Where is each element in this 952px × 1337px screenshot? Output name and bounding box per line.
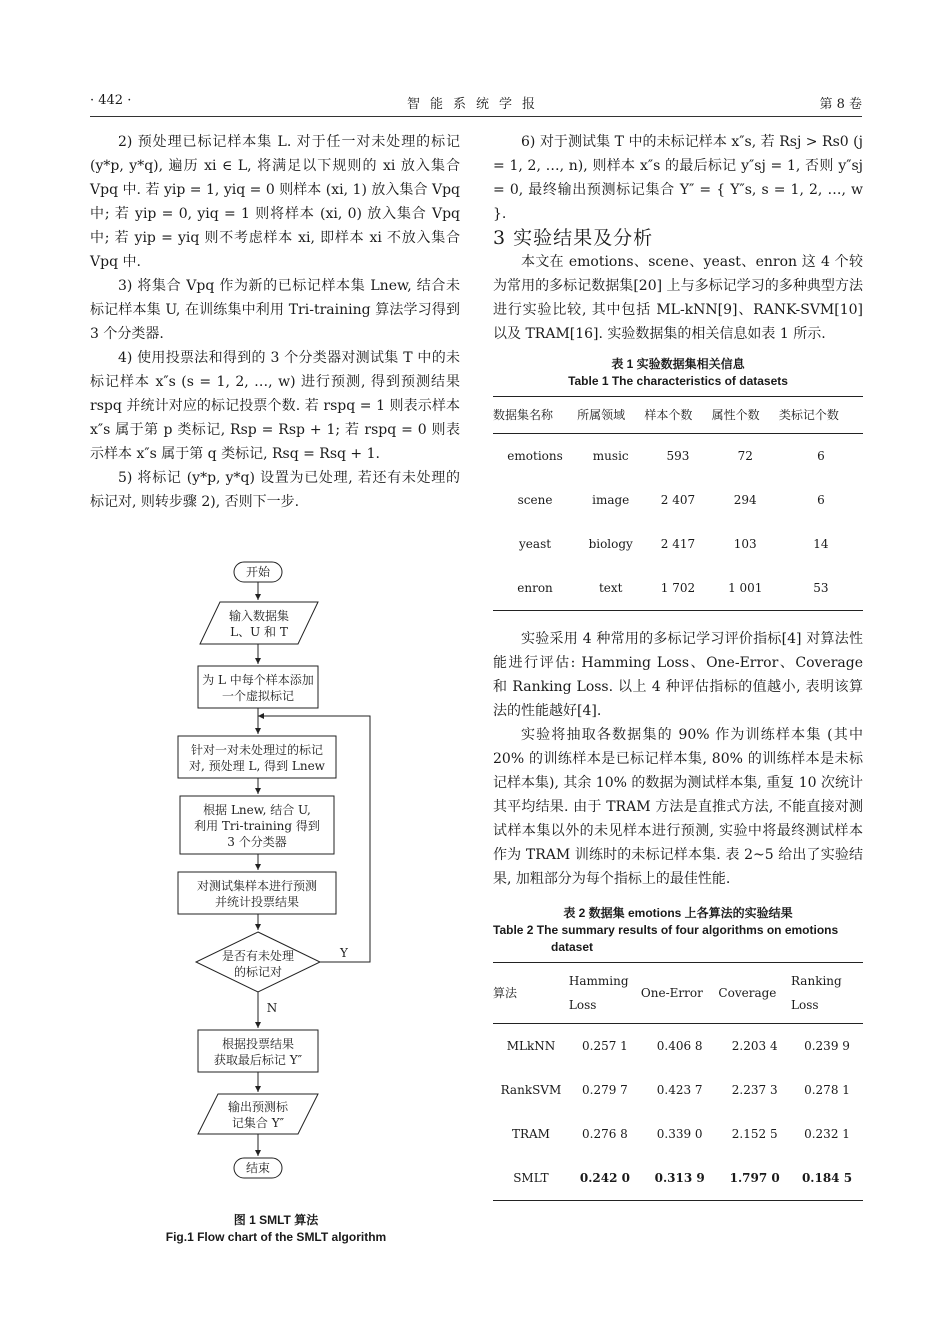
page-number: · 442 · [90,93,132,108]
input-label-2: L、U 和 T [230,625,288,639]
table-cell: 2.152 5 [731,1127,778,1141]
journal-name: 智能系统学报 [406,97,545,112]
decision-label-1: 是否有未处理 [221,949,295,963]
left-column [90,130,460,514]
paragraph-step4: 4) 使用投票法和得到的 3 个分类器对测试集 T 中的未标记样本 x″s (s = 1, 2, …, w) 进行预测, 得到预测结果 rspq 并统计对应的标记投票个数. 若 rspq = 1 则表示样本 x″s 属于第 p 类标记, Rsp = Rsp + 1; 若 rspq = 0 则表示样本 x″s 属于第 q 类标记, Rsq = Rsq + 1. [90,350,460,462]
table1-caption-en: Table 1 The characteristics of datasets [568,374,788,388]
figure-caption-cn: 图 1 SMLT 算法 [233,1213,319,1227]
output-label-1: 输出预测标 [227,1100,289,1114]
table1-header: 类标记个数 [779,397,863,434]
table-cell: TRAM [511,1127,550,1141]
right-column [493,130,863,1201]
header-rule [90,116,862,117]
table2-header: One-Error [641,963,719,1024]
table-cell: text [598,581,623,595]
table-row [493,1024,863,1069]
decision-label-2: 的标记对 [233,965,283,979]
table-row [493,478,863,522]
table-cell: 0.276 8 [582,1127,628,1141]
table-cell: music [592,449,629,463]
table2-header: Ranking Loss [791,963,863,1024]
table-cell-best: 0.184 5 [801,1171,853,1185]
step2-label-1: 针对一对未处理过的标记 [190,743,324,757]
paragraph-step3: 3) 将集合 Vpq 作为新的已标记样本集 Lnew, 结合未标记样本集 U, 在训练集中利用 Tri-training 算法学习得到 3 个分类器. [90,278,460,342]
table-cell: yeast [519,537,552,551]
table-cell: 593 [666,449,690,463]
table2-caption-cn: 表 2 数据集 emotions 上各算法的实验结果 [563,906,793,920]
table-cell: 0.279 7 [582,1083,628,1097]
table-cell: MLkNN [506,1039,556,1053]
table1-header: 样本个数 [644,397,711,434]
step4-label-1: 对测试集样本进行预测 [196,879,318,893]
flowchart [160,558,380,1198]
table1-header: 属性个数 [712,397,779,434]
table-cell: 294 [733,493,757,507]
table-cell: 0.239 9 [804,1039,850,1053]
step3-label-3: 3 个分类器 [227,835,287,849]
paragraph-setup: 实验将抽取各数据集的 90% 作为训练样本集 (其中 20% 的训练样本是已标记样本集, 80% 的训练样本是未标记样本集), 其余 10% 的数据为测试样本集, 重复 10 次统计其平均结果. 由于 TRAM 方法是直推式方法, 不能直接对测试样本集以外的未见样本进行预测, 实验中将最终测试样本作为 TRAM 训练时的未标记样本集. 表 2~5 给出了实验结果, 加粗部分为每个指标上的最佳性能. [493,727,863,887]
step5-label-2: 获取最后标记 Y″ [213,1053,303,1067]
table-cell: biology [588,537,633,551]
volume-label: 第 8 卷 [819,97,862,112]
table-cell: 53 [813,581,829,595]
table1-header: 所属领域 [577,397,644,434]
step5-label-1: 根据投票结果 [221,1037,295,1051]
table-cell: 2.237 3 [731,1083,778,1097]
running-header [90,93,862,113]
table-cell: 2 407 [660,493,696,507]
step3-label-2: 利用 Tri-training 得到 [194,819,320,833]
table-row [493,1068,863,1112]
table-cell: 6 [817,449,825,463]
step1-label-1: 为 L 中每个样本添加 [202,673,314,687]
table-cell: 6 [817,493,825,507]
table-cell: enron [517,581,553,595]
table1-caption-cn: 表 1 实验数据集相关信息 [611,357,745,371]
paragraph-metrics: 实验采用 4 种常用的多标记学习评价指标[4] 对算法性能进行评估: Hamming Loss、One-Error、Coverage 和 Ranking Loss. 以上 4 种评估指标的值越小, 表明该算法的性能越好[4]. [493,631,863,719]
table-cell: 14 [813,537,829,551]
table1-header: 数据集名称 [493,397,577,434]
yes-label: Y [340,946,348,960]
table-cell: 0.406 8 [656,1039,703,1053]
table-cell: 1 702 [660,581,696,595]
table-cell: RankSVM [500,1083,562,1097]
table2-header: Hamming Loss [569,963,641,1024]
table-cell: image [592,493,630,507]
table2-caption-en: Table 2 The summary results of four algorithms on emotions dataset [493,923,839,954]
table-cell: emotions [507,449,563,463]
table1-header-row [493,397,863,434]
table-cell: 2.203 4 [731,1039,778,1053]
table-row [493,434,863,479]
paragraph-datasets: 本文在 emotions、scene、yeast、enron 这 4 个较为常用的多标记数据集[20] 上与多标记学习的多种典型方法进行实验比较, 其中包括 ML-kNN[9]、RANK-SVM[10] 以及 TRAM[16]. 实验数据集的相关信息如表 1 所示. [493,254,863,342]
table2-block [493,905,863,1201]
figure-caption [90,1212,462,1246]
table-cell-best: 0.242 0 [579,1171,630,1185]
step2-label-2: 对, 预处理 L, 得到 Lnew [189,759,325,773]
table-cell: 0.339 0 [656,1127,703,1141]
table-cell: 0.232 1 [804,1127,850,1141]
table-cell: scene [517,493,553,507]
table1 [493,396,863,611]
paragraph-step2: 2) 预处理已标记样本集 L. 对于任一对未处理的标记 (y*p, y*q), 遍历 xi ∈ L, 将满足以下规则的 xi 放入集合 Vpq 中. 若 yip = 1, yiq = 0 则样本 (xi, 1) 放入集合 Vpq 中; 若 yip = 0, yiq = 1 则将样本 (xi, 0) 放入集合 Vpq 中; 若 yip = yiq 则不考虑样本 xi, 即样本 xi 不放入集合 Vpq 中. [90,134,460,270]
table-cell: 0.257 1 [582,1039,628,1053]
step4-label-2: 并统计投票结果 [214,895,300,909]
table-cell: 2 417 [660,537,696,551]
table-row [493,1156,863,1201]
table2-header: Coverage [718,963,791,1024]
table-cell: SMLT [513,1171,549,1185]
table-cell: 72 [737,449,753,463]
table2-header: 算法 [493,963,569,1024]
table-cell: 103 [733,537,757,551]
figure-caption-en: Fig.1 Flow chart of the SMLT algorithm [165,1230,387,1244]
section-title: 3 实验结果及分析 [493,227,654,249]
start-label: 开始 [245,565,271,579]
table-cell: 0.278 1 [804,1083,850,1097]
table-row [493,566,863,611]
table-row [493,1112,863,1156]
paragraph-step6: 6) 对于测试集 T 中的未标记样本 x″s, 若 Rsj > Rs0 (j = 1, 2, …, n), 则样本 x″s 的最后标记 y″sj = 1, 否则 y″sj = 0, 最终输出预测标记集合 Y″ = { Y″s, s = 1, 2, …, w }. [493,134,863,222]
table2 [493,962,863,1201]
step1-label-2: 一个虚拟标记 [221,689,295,703]
paragraph-step5: 5) 将标记 (y*p, y*q) 设置为已处理, 若还有未处理的标记对, 则转步骤 2), 否则下一步. [90,470,460,510]
no-label: N [266,1001,278,1015]
end-label: 结束 [245,1161,271,1175]
table2-header-row [493,963,863,1024]
table-cell-best: 0.313 9 [654,1171,705,1185]
input-label-1: 输入数据集 [228,609,290,623]
table1-block [493,356,863,611]
table-cell-best: 1.797 0 [729,1171,780,1185]
table-row [493,522,863,566]
table-cell: 1 001 [728,581,763,595]
table-cell: 0.423 7 [656,1083,703,1097]
step3-label-1: 根据 Lnew, 结合 U, [203,803,311,817]
output-label-2: 记集合 Y″ [231,1116,285,1130]
